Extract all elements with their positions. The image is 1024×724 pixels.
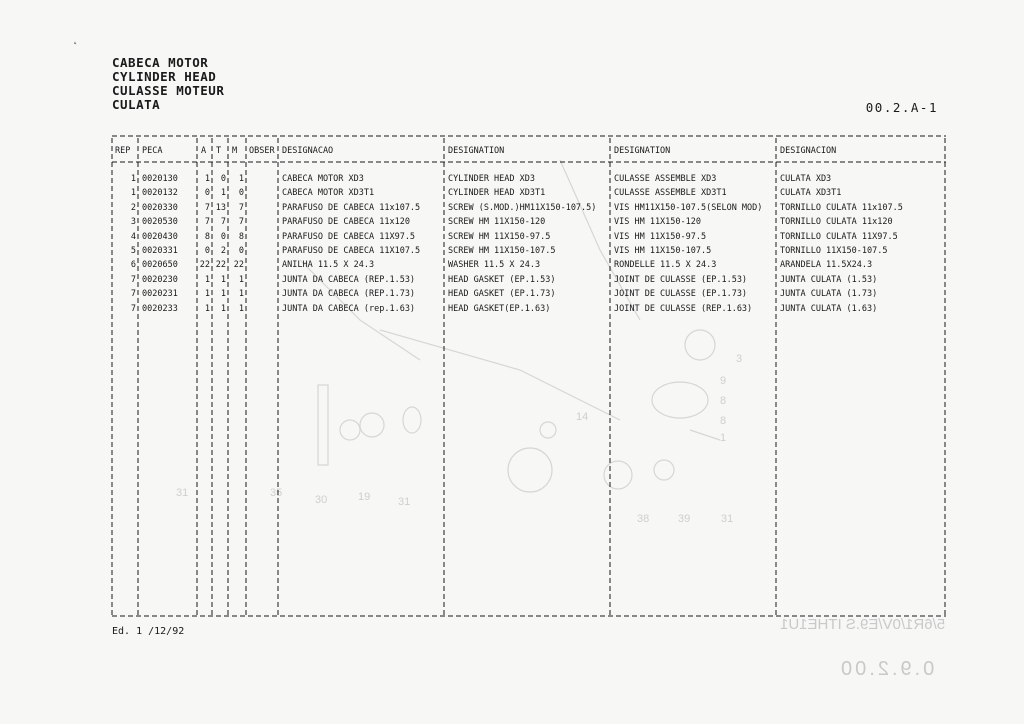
cell-fr: CULASSE ASSEMBLE XD3T1 xyxy=(614,188,727,199)
svg-text:31: 31 xyxy=(721,513,734,525)
cell-pt: PARAFUSO DE CABECA 11X107.5 xyxy=(282,246,421,256)
svg-text:9: 9 xyxy=(720,375,727,387)
cell-es: TORNILLO CULATA 11x120 xyxy=(780,217,893,228)
cell-m: 1 xyxy=(238,274,244,285)
cell-peca: 0020130 xyxy=(142,174,178,184)
cell-m: 1 xyxy=(238,303,244,314)
header-designation-fr: DESIGNATION xyxy=(614,146,671,156)
cell-es: JUNTA CULATA (1.53) xyxy=(780,274,878,285)
title-pt: CABECA MOTOR xyxy=(112,55,209,70)
cell-en: SCREW HM 11X150-97.5 xyxy=(448,231,551,242)
cell-t: 22 xyxy=(215,260,226,271)
cell-t: 13 xyxy=(215,202,226,213)
svg-text:14: 14 xyxy=(576,411,589,423)
cell-rep: 6 xyxy=(130,260,136,271)
cell-rep: 4 xyxy=(130,231,136,242)
header-obser: OBSER xyxy=(249,146,275,156)
show-through-text: 5/6R1/0V/E9.S ITHE1U1 xyxy=(780,616,946,633)
header-peca: PECA xyxy=(142,146,163,156)
cell-es: TORNILLO CULATA 11x107.5 xyxy=(780,202,903,213)
cell-pt: CABECA MOTOR XD3 xyxy=(282,174,364,184)
cell-es: JUNTA CULATA (1.63) xyxy=(780,303,878,314)
cell-a: 1 xyxy=(204,303,210,314)
svg-text:8: 8 xyxy=(720,395,727,407)
cell-es: CULATA XD3 xyxy=(780,174,832,184)
cell-en: CYLINDER HEAD XD3 xyxy=(448,174,535,184)
cell-a: 1 xyxy=(204,174,210,184)
cell-en: HEAD GASKET (EP.1.53) xyxy=(448,274,556,285)
cell-en: HEAD GASKET(EP.1.63) xyxy=(448,303,551,314)
cell-pt: ANILHA 11.5 X 24.3 xyxy=(282,260,375,271)
svg-text:30: 30 xyxy=(315,494,328,506)
cell-pt: CABECA MOTOR XD3T1 xyxy=(282,188,375,199)
cell-pt: PARAFUSO DE CABECA 11x107.5 xyxy=(282,202,421,213)
svg-text:31: 31 xyxy=(176,487,189,499)
svg-text:3: 3 xyxy=(736,353,743,365)
cell-rep: 7 xyxy=(130,303,136,314)
cell-peca: 0020230 xyxy=(142,274,178,285)
cell-pt: JUNTA DA CABECA (rep.1.63) xyxy=(282,303,416,314)
cell-peca: 0020231 xyxy=(142,289,178,300)
cell-rep: 1 xyxy=(130,174,136,184)
cell-en: SCREW HM 11X150-120 xyxy=(448,217,546,228)
cell-t: 1 xyxy=(220,289,226,300)
cell-rep: 1 xyxy=(130,188,136,199)
cell-peca: 0020233 xyxy=(142,303,178,314)
show-through-code: 0.9.2.00 xyxy=(838,658,935,680)
cell-a: 7 xyxy=(204,202,210,213)
cell-en: CYLINDER HEAD XD3T1 xyxy=(448,188,546,199)
cell-a: 8 xyxy=(204,231,210,242)
cell-rep: 7 xyxy=(130,274,136,285)
title-fr: CULASSE MOTEUR xyxy=(112,83,225,98)
cell-m: 7 xyxy=(238,217,244,228)
cell-m: 8 xyxy=(238,231,244,242)
cell-es: TORNILLO CULATA 11X97.5 xyxy=(780,231,898,242)
cell-peca: 0020330 xyxy=(142,202,178,213)
cell-fr: VIS HM11X150-107.5(SELON MOD) xyxy=(614,202,763,213)
svg-text:19: 19 xyxy=(358,491,371,503)
cell-en: WASHER 11.5 X 24.3 xyxy=(448,260,541,271)
cell-fr: VIS HM 11X150-97.5 xyxy=(614,231,707,242)
svg-text:38: 38 xyxy=(637,513,650,525)
cell-peca: 0020530 xyxy=(142,217,178,228)
svg-text:31: 31 xyxy=(398,496,411,508)
cell-a: 0 xyxy=(204,188,210,199)
cell-rep: 2 xyxy=(130,202,136,213)
cell-fr: CULASSE ASSEMBLE XD3 xyxy=(614,174,717,184)
cell-m: 1 xyxy=(238,174,244,184)
cell-a: 22 xyxy=(199,260,210,271)
svg-text:35: 35 xyxy=(270,487,283,499)
svg-text:39: 39 xyxy=(678,513,691,525)
cell-es: CULATA XD3T1 xyxy=(780,188,842,199)
cell-es: JUNTA CULATA (1.73) xyxy=(780,289,878,300)
cell-fr: JOINT DE CULASSE (EP.1.53) xyxy=(614,274,748,285)
cell-en: HEAD GASKET (EP.1.73) xyxy=(448,289,556,300)
cell-t: 1 xyxy=(220,188,226,199)
cell-fr: VIS HM 11X150-120 xyxy=(614,217,701,228)
cell-es: TORNILLO 11X150-107.5 xyxy=(780,246,888,256)
cell-m: 0 xyxy=(238,188,244,199)
cell-en: SCREW HM 11X150-107.5 xyxy=(448,246,556,256)
cell-a: 7 xyxy=(204,217,210,228)
cell-peca: 0020650 xyxy=(142,260,178,271)
cell-t: 1 xyxy=(220,303,226,314)
cell-a: 1 xyxy=(204,289,210,300)
pen-mark: ˛ xyxy=(74,34,78,45)
cell-en: SCREW (S.MOD.)HM11X150-107.5) xyxy=(448,202,597,213)
cell-fr: VIS HM 11X150-107.5 xyxy=(614,246,712,256)
cell-pt: PARAFUSO DE CABECA 11x120 xyxy=(282,217,410,228)
header-t: T xyxy=(216,146,222,156)
cell-t: 1 xyxy=(220,274,226,285)
cell-m: 1 xyxy=(238,289,244,300)
cell-t: 2 xyxy=(220,246,226,256)
cell-pt: JUNTA DA CABECA (REP.1.73) xyxy=(282,289,416,300)
cell-peca: 0020430 xyxy=(142,231,178,242)
cell-fr: JOINT DE CULASSE (REP.1.63) xyxy=(614,303,753,314)
title-block xyxy=(112,56,224,112)
cell-t: 0 xyxy=(220,231,226,242)
edition-footer: Ed. 1 /12/92 xyxy=(112,626,185,637)
cell-t: 7 xyxy=(220,217,226,228)
cell-pt: PARAFUSO DE CABECA 11X97.5 xyxy=(282,231,416,242)
cell-rep: 3 xyxy=(130,217,136,228)
cell-fr: JOINT DE CULASSE (EP.1.73) xyxy=(614,289,748,300)
header-designation-en: DESIGNATION xyxy=(448,146,505,156)
header-designacion: DESIGNACION xyxy=(780,146,837,156)
cell-peca: 0020132 xyxy=(142,188,178,199)
header-rep: REP xyxy=(115,146,131,156)
svg-text:8: 8 xyxy=(720,415,727,427)
title-es: CULATA xyxy=(112,97,161,112)
cell-fr: RONDELLE 11.5 X 24.3 xyxy=(614,260,717,271)
cell-m: 7 xyxy=(238,202,244,213)
header-a: A xyxy=(201,146,207,156)
cell-peca: 0020331 xyxy=(142,246,178,256)
cell-t: 0 xyxy=(220,174,226,184)
cell-rep: 7 xyxy=(130,289,136,300)
cell-m: 22 xyxy=(233,260,244,271)
cell-a: 1 xyxy=(204,274,210,285)
cell-m: 0 xyxy=(238,246,244,256)
cell-es: ARANDELA 11.5X24.3 xyxy=(780,260,873,271)
title-en: CYLINDER HEAD xyxy=(112,69,217,84)
cell-pt: JUNTA DA CABECA (REP.1.53) xyxy=(282,274,416,285)
show-through-numbers xyxy=(176,353,742,525)
header-m: M xyxy=(232,146,238,156)
page-code: 00.2.A-1 xyxy=(865,100,938,115)
cell-rep: 5 xyxy=(130,246,136,256)
svg-text:1: 1 xyxy=(720,432,727,444)
header-designacao: DESIGNACAO xyxy=(282,146,334,156)
cell-a: 0 xyxy=(204,246,210,256)
